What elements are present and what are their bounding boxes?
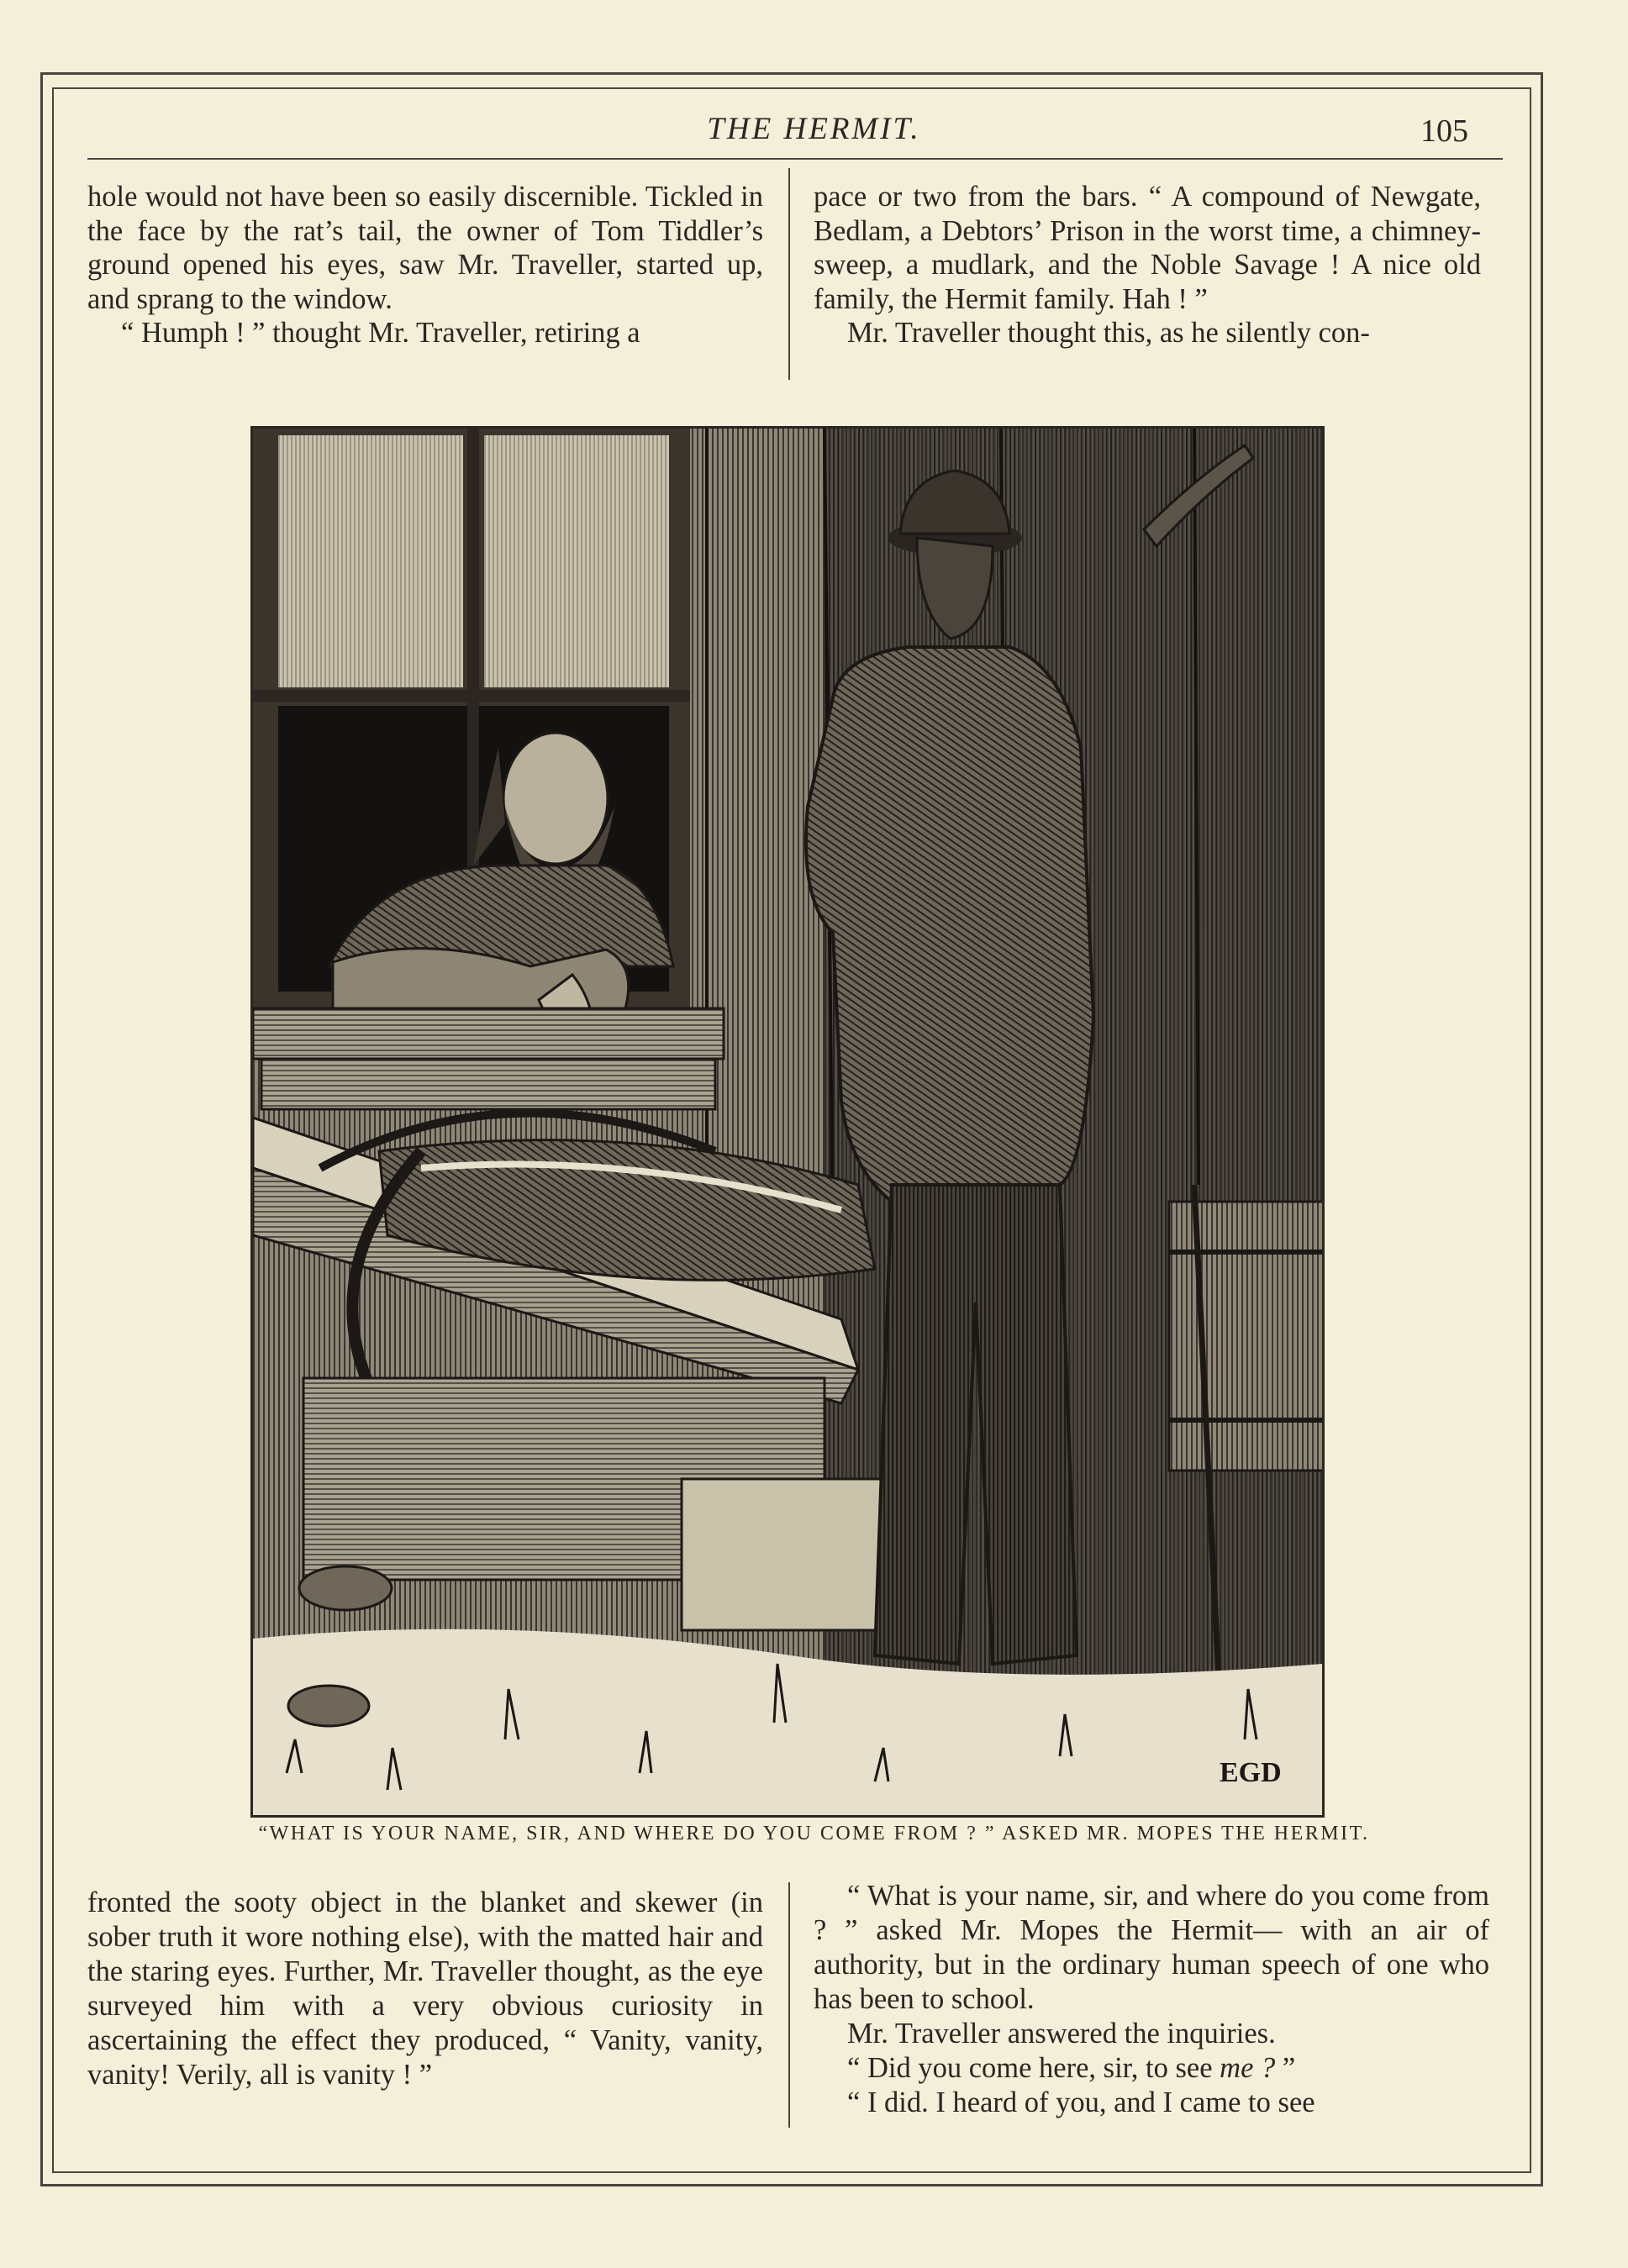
page-number: 105 — [1420, 113, 1468, 149]
paragraph: Mr. Traveller answered the inquiries. — [847, 2018, 1276, 2050]
header-rule — [87, 158, 1503, 160]
illustration-caption: “WHAT IS YOUR NAME, SIR, AND WHERE DO YOU COME FROM ? ” ASKED MR. MOPES THE HERMIT. — [258, 1823, 1370, 1844]
top-left-column — [87, 180, 763, 350]
running-title: THE HERMIT. — [707, 112, 921, 146]
emphasis: me ? — [1220, 2052, 1276, 2084]
engraving-illustration — [250, 426, 1325, 1818]
paragraph — [814, 2051, 1489, 2086]
paragraph: pace or two from the bars. “ A compound of Newgate, Bedlam, a Debtors’ Prison in the worst time, a chimney-sweep, a mudlark, and the Noble Savage ! A nice old family, the Hermit family. Hah ! ” — [814, 181, 1481, 315]
paragraph: Mr. Traveller thought this, as he silently con- — [847, 317, 1370, 349]
text-span: ” — [1275, 2052, 1296, 2084]
bottom-right-column — [814, 1879, 1489, 2120]
paragraph: “ Humph ! ” thought Mr. Traveller, retiring a — [121, 317, 640, 349]
paragraph: hole would not have been so easily discernible. Tickled in the face by the rat’s tail, the owner of Tom Tiddler’s ground opened his eyes, saw Mr. Traveller, started up, and sprang to the window. — [87, 181, 763, 315]
paragraph: “ What is your name, sir, and where do you come from ? ” asked Mr. Mopes the Hermit— with an air of authority, but in the ordinary human speech of one who has been to school. — [814, 1880, 1489, 2015]
text-span: “ Did you come here, sir, to see — [847, 2052, 1220, 2084]
paragraph: “ I did. I heard of you, and I came to see — [847, 2086, 1315, 2118]
column-divider — [788, 168, 790, 380]
artist-signature: EGD — [1220, 1757, 1282, 1788]
top-right-column — [814, 180, 1481, 350]
paragraph: fronted the sooty object in the blanket and skewer (in sober truth it wore nothing else), with the matted hair and the staring eyes. Further, Mr. Traveller thought, as the eye surveyed him with a very obvious curiosity in ascertaining the effect they produced, “ Vanity, vanity, vanity! Verily, all is vanity ! ” — [87, 1886, 763, 2091]
column-divider — [788, 1882, 790, 2128]
bottom-left-column — [87, 1886, 763, 2092]
hermit-engraving — [253, 429, 1322, 1815]
